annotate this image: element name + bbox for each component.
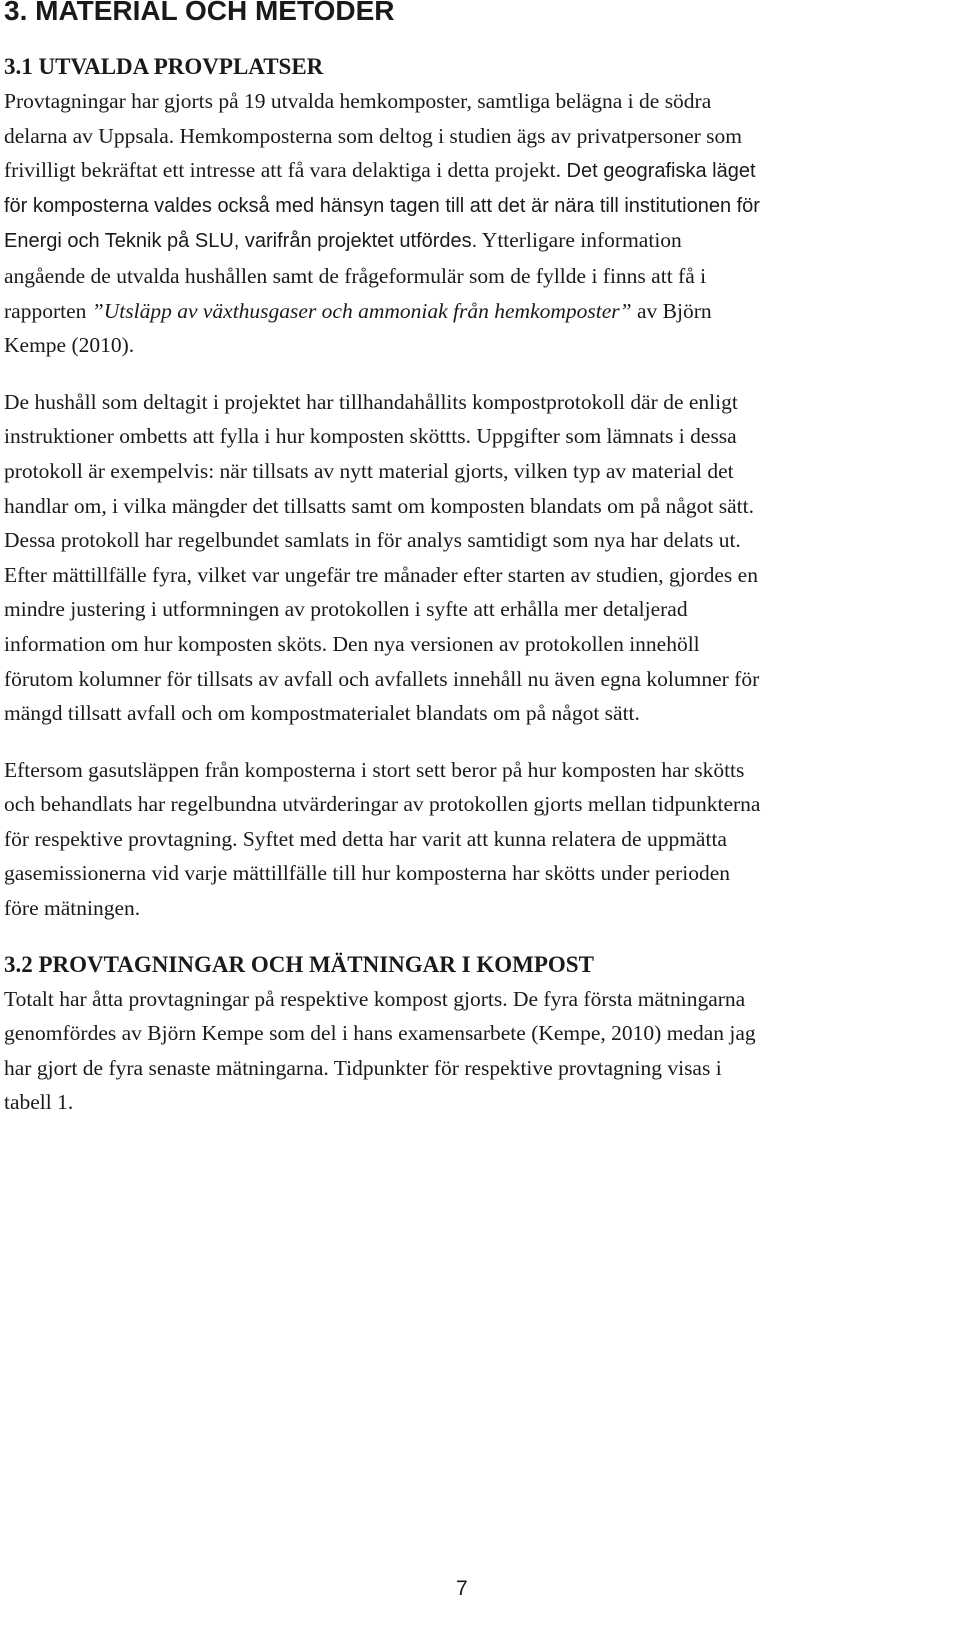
paragraph-provtagningar [4, 982, 944, 1120]
text-segment: Energi och Teknik på SLU, varifrån projektet utfördes. [4, 230, 478, 253]
text-segment: instruktioner ombetts att fylla i hur komposten sköttts. [4, 424, 471, 449]
text-segment: Uppgifter som lämnats i dessa [471, 424, 737, 449]
page-number: 7 [456, 1577, 468, 1600]
text-line: för respektive provtagning. Syftet med detta har varit att kunna relatera de uppmätta [4, 826, 727, 851]
text-segment: information om hur komposten sköts. [4, 631, 328, 656]
text-line [4, 294, 944, 329]
text-line: före mätningen. [4, 896, 141, 921]
document-page [4, 0, 944, 1120]
text-segment: Ytterligare information [477, 228, 682, 253]
paragraph-provplatser [4, 84, 944, 363]
text-segment: Det geografiska läget [560, 160, 756, 183]
report-title: ”Utsläpp av växthusgaser och ammoniak från hemkomposter” [91, 298, 632, 323]
text-line: Kempe (2010). [4, 333, 135, 358]
text-line [4, 223, 944, 259]
paragraph-gap [4, 363, 944, 385]
text-line: gasemissionerna vid varje mättillfälle till hur komposterna har skötts under perioden [4, 861, 731, 886]
text-line: genomfördes av Björn Kempe som del i hans examensarbete (Kempe, 2010) medan jag [4, 1021, 756, 1046]
text-line: mängd tillsatt avfall och om kompostmaterialet blandats om på något sätt. [4, 701, 640, 726]
paragraph-utvarderingar [4, 753, 944, 926]
text-line: för komposterna valdes också med hänsyn tagen till att det är nära till institutionen för [4, 194, 760, 217]
text-line: angående de utvalda hushållen samt de frågeformulär som de fyllde i finns att få i [4, 263, 707, 288]
paragraph-kompostprotokoll [4, 385, 944, 731]
text-line: De hushåll som deltagit i projektet har tillhandahållits kompostprotokoll där de enligt [4, 389, 738, 414]
text-line: Totalt har åtta provtagningar på respektive kompost gjorts. De fyra första mätningarna [4, 986, 746, 1011]
text-segment: av Björn [631, 298, 712, 323]
paragraph-gap [4, 731, 944, 753]
text-segment: rapporten [4, 298, 92, 323]
text-segment: frivilligt bekräftat ett intresse att få vara delaktiga i detta projekt. [4, 158, 561, 183]
text-line: protokoll är exempelvis: när tillsats av nytt material gjorts, vilken typ av material det [4, 458, 734, 483]
text-line: förutom kolumner för tillsats av avfall och avfallets innehåll nu även egna kolumner för [4, 666, 760, 691]
text-line: delarna av Uppsala. Hemkomposterna som deltog i studien ägs av privatpersoner som [4, 123, 742, 148]
text-line: Efter mättillfälle fyra, vilket var ungefär tre månader efter starten av studien, gjordes en [4, 562, 758, 587]
text-line: Eftersom gasutsläppen från komposterna i stort sett beror på hur komposten har skötts [4, 757, 745, 782]
chapter-heading: 3. MATERIAL OCH METODER [4, 0, 395, 26]
text-line: har gjort de fyra senaste mätningarna. Tidpunkter för respektive provtagning visas i [4, 1055, 722, 1080]
text-line: mindre justering i utformningen av protokollen i syfte att erhålla mer detaljerad [4, 597, 688, 622]
section-heading-3-1: 3.1 UTVALDA PROVPLATSER [4, 54, 324, 79]
text-line: Dessa protokoll har regelbundet samlats in för analys samtidigt som nya har delats ut. [4, 528, 741, 553]
text-line: handlar om, i vilka mängder det tillsatts samt om komposten blandats om på något sätt. [4, 493, 754, 518]
text-line: tabell 1. [4, 1090, 74, 1115]
text-line [4, 627, 944, 662]
text-line [4, 153, 944, 189]
text-line: Provtagningar har gjorts på 19 utvalda hemkomposter, samtliga belägna i de södra [4, 89, 712, 113]
text-segment: Den nya versionen av protokollen innehöll [327, 631, 700, 656]
text-line [4, 419, 944, 454]
text-line: och behandlats har regelbundna utvärderingar av protokollen gjorts mellan tidpunkterna [4, 792, 761, 817]
section-heading-3-2: 3.2 PROVTAGNINGAR OCH MÄTNINGAR I KOMPOST [4, 951, 594, 977]
